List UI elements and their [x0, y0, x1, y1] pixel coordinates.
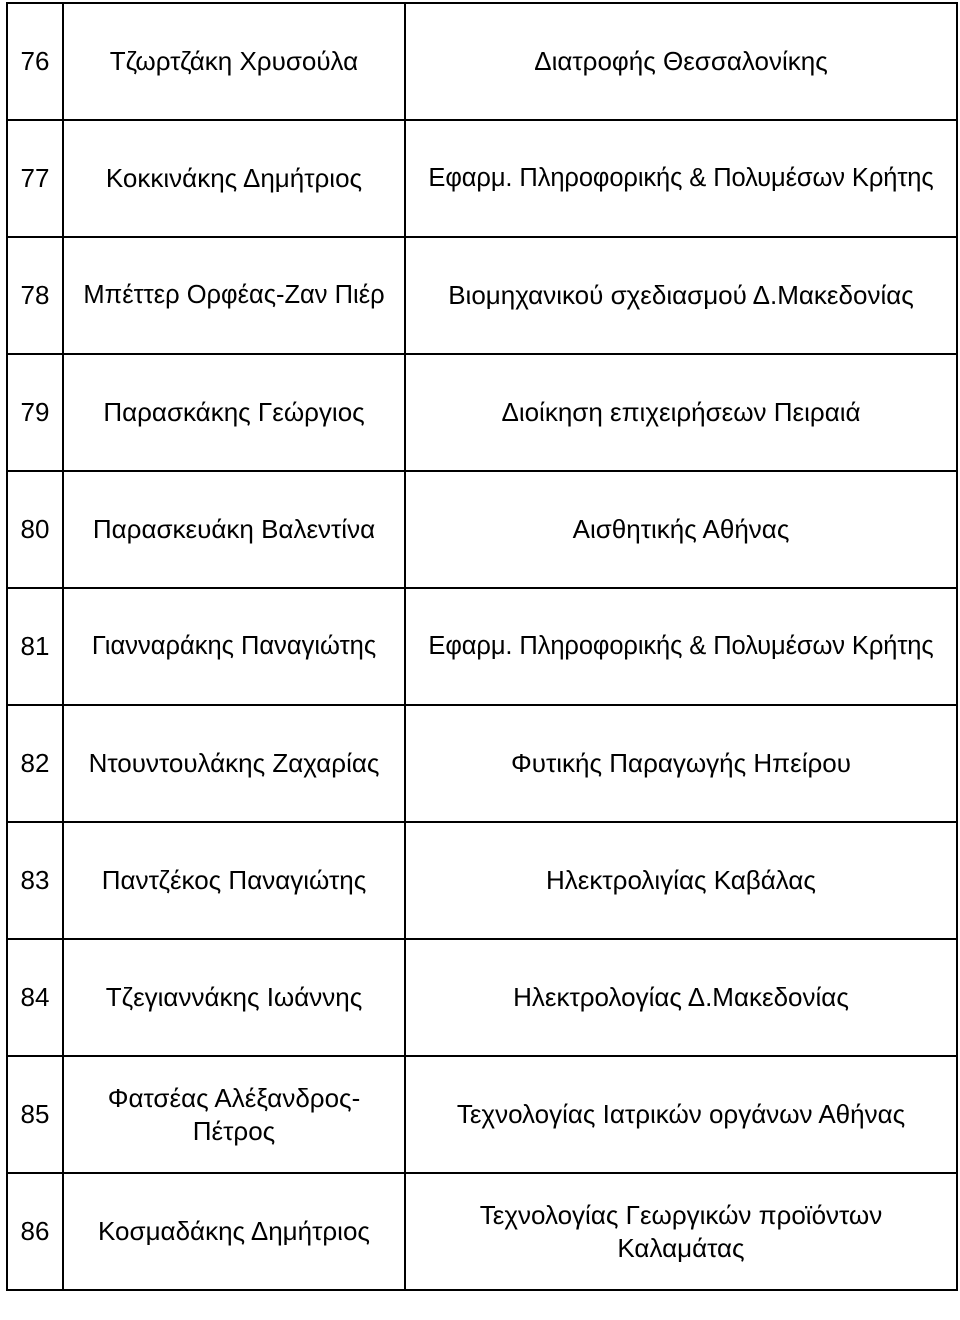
school-name: Αισθητικής Αθήνας [405, 471, 957, 588]
student-name: Τζωρτζάκη Χρυσούλα [63, 3, 405, 120]
row-number: 78 [7, 237, 63, 354]
school-name: Βιομηχανικού σχεδιασμού Δ.Μακεδονίας [405, 237, 957, 354]
row-number: 86 [7, 1173, 63, 1290]
school-name: Φυτικής Παραγωγής Ηπείρου [405, 705, 957, 822]
row-number: 77 [7, 120, 63, 237]
row-number: 80 [7, 471, 63, 588]
row-number: 82 [7, 705, 63, 822]
table-row [7, 354, 957, 471]
student-name: Κοσμαδάκης Δημήτριος [63, 1173, 405, 1290]
table-row [7, 588, 957, 705]
row-number: 79 [7, 354, 63, 471]
student-name: Παρασκευάκη Βαλεντίνα [63, 471, 405, 588]
student-name: Παρασκάκης Γεώργιος [63, 354, 405, 471]
school-name: Τεχνολογίας Γεωργικών προϊόντων Καλαμάτας [405, 1173, 957, 1290]
school-name: Ηλεκτρολιγίας Καβάλας [405, 822, 957, 939]
school-name: Ηλεκτρολογίας Δ.Μακεδονίας [405, 939, 957, 1056]
school-name: Εφαρμ. Πληροφορικής & Πολυμέσων Κρήτης [405, 588, 957, 705]
row-number: 83 [7, 822, 63, 939]
table-row [7, 237, 957, 354]
table-row [7, 1173, 957, 1290]
student-name: Κοκκινάκης Δημήτριος [63, 120, 405, 237]
student-name: Τζεγιαννάκης Ιωάννης [63, 939, 405, 1056]
table-row [7, 822, 957, 939]
student-name: Ντουντουλάκης Ζαχαρίας [63, 705, 405, 822]
table-row [7, 471, 957, 588]
student-name: Φατσέας Αλέξανδρος-Πέτρος [63, 1056, 405, 1173]
row-number: 76 [7, 3, 63, 120]
row-number: 81 [7, 588, 63, 705]
row-number: 85 [7, 1056, 63, 1173]
student-name: Γιανναράκης Παναγιώτης [63, 588, 405, 705]
school-name: Διοίκηση επιχειρήσεων Πειραιά [405, 354, 957, 471]
table-row [7, 1056, 957, 1173]
school-name: Τεχνολογίας Ιατρικών οργάνων Αθήνας [405, 1056, 957, 1173]
table-row [7, 3, 957, 120]
student-name: Μπέττερ Ορφέας-Ζαν Πιέρ [63, 237, 405, 354]
student-name: Παντζέκος Παναγιώτης [63, 822, 405, 939]
table-row [7, 939, 957, 1056]
school-name: Εφαρμ. Πληροφορικής & Πολυμέσων Κρήτης [405, 120, 957, 237]
row-number: 84 [7, 939, 63, 1056]
table-row [7, 120, 957, 237]
school-name: Διατροφής Θεσσαλονίκης [405, 3, 957, 120]
students-table [6, 2, 958, 1291]
table-row [7, 705, 957, 822]
